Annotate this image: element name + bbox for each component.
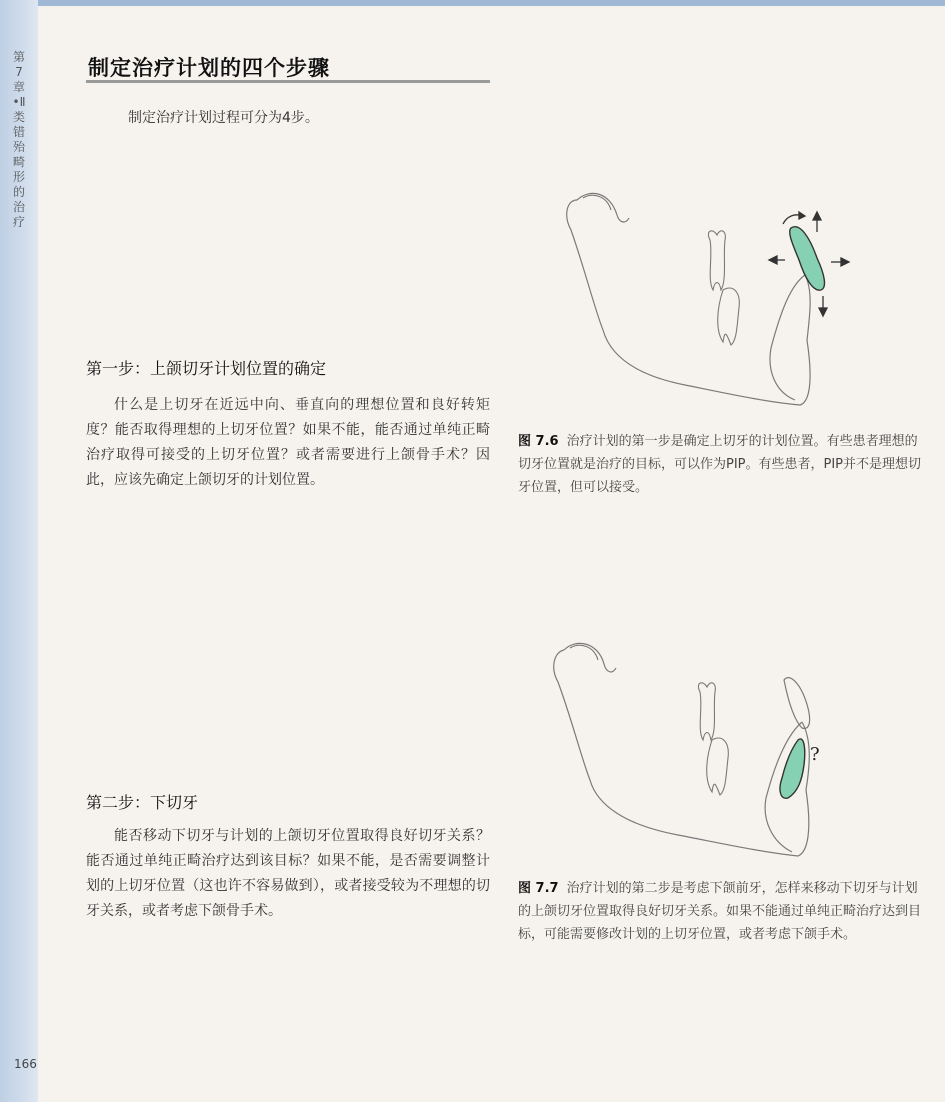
molar-tooth (708, 231, 739, 345)
molar-tooth (698, 683, 728, 795)
figure-7-6-illustration (555, 180, 875, 420)
figure-7-6-caption (518, 430, 923, 499)
question-mark: ? (810, 744, 820, 765)
upper-incisor-highlight (790, 227, 825, 290)
top-color-band (0, 0, 945, 6)
step1-heading: 第一步：上颌切牙计划位置的确定 (86, 359, 327, 378)
step2-paragraph: 能否移动下切牙与计划的上颌切牙位置取得良好切牙关系？能否通过单纯正畸治疗达到该目标？如果不能，是否需要调整计划的上切牙位置（这也许不容易做到），或者接受较为不理想的切牙关系，或者考虑下颌骨手术。 (86, 828, 490, 919)
figure-7-6-caption-text: 治疗计划的第一步是确定上切牙的计划位置。有些患者理想的切牙位置就是治疗的目标，可以作为PIP。有些患者，PIP并不是理想切牙位置，但可以接受。 (518, 434, 922, 495)
figure-7-7-label: 图 7.7 (518, 881, 559, 896)
page-number: 166 (14, 1057, 37, 1071)
section-title: 制定治疗计划的四个步骤 (88, 56, 330, 80)
step1-paragraph: 什么是上切牙在近远中向、垂直向的理想位置和良好转矩度？能否取得理想的上切牙位置？如果不能，能否通过单纯正畸治疗取得可接受的上切牙位置？或者需要进行上颌骨手术？因此，应该先确定上颌切牙的计划位置。 (86, 397, 490, 488)
figure-7-7-caption (518, 877, 923, 946)
step2-heading: 第二步：下切牙 (86, 793, 199, 812)
chapter-sidebar (0, 0, 38, 1102)
chapter-side-title: 第7章•Ⅱ类错殆畸形的治疗 (12, 50, 26, 229)
mandible-outline (554, 643, 810, 856)
figure-7-7-caption-text: 治疗计划的第二步是考虑下颌前牙，怎样来移动下切牙与计划的上颌切牙位置取得良好切牙关系。如果不能通过单纯正畸治疗达到目标，可能需要修改计划的上切牙位置，或者考虑下颌手术。 (518, 881, 922, 942)
intro-text: 制定治疗计划过程可分为4步。 (128, 110, 319, 126)
figure-7-6-label: 图 7.6 (518, 434, 559, 449)
figure-7-7-illustration (540, 630, 880, 870)
title-underline (86, 80, 490, 83)
upper-incisor-outline (784, 678, 810, 729)
mandible-outline (567, 193, 810, 405)
